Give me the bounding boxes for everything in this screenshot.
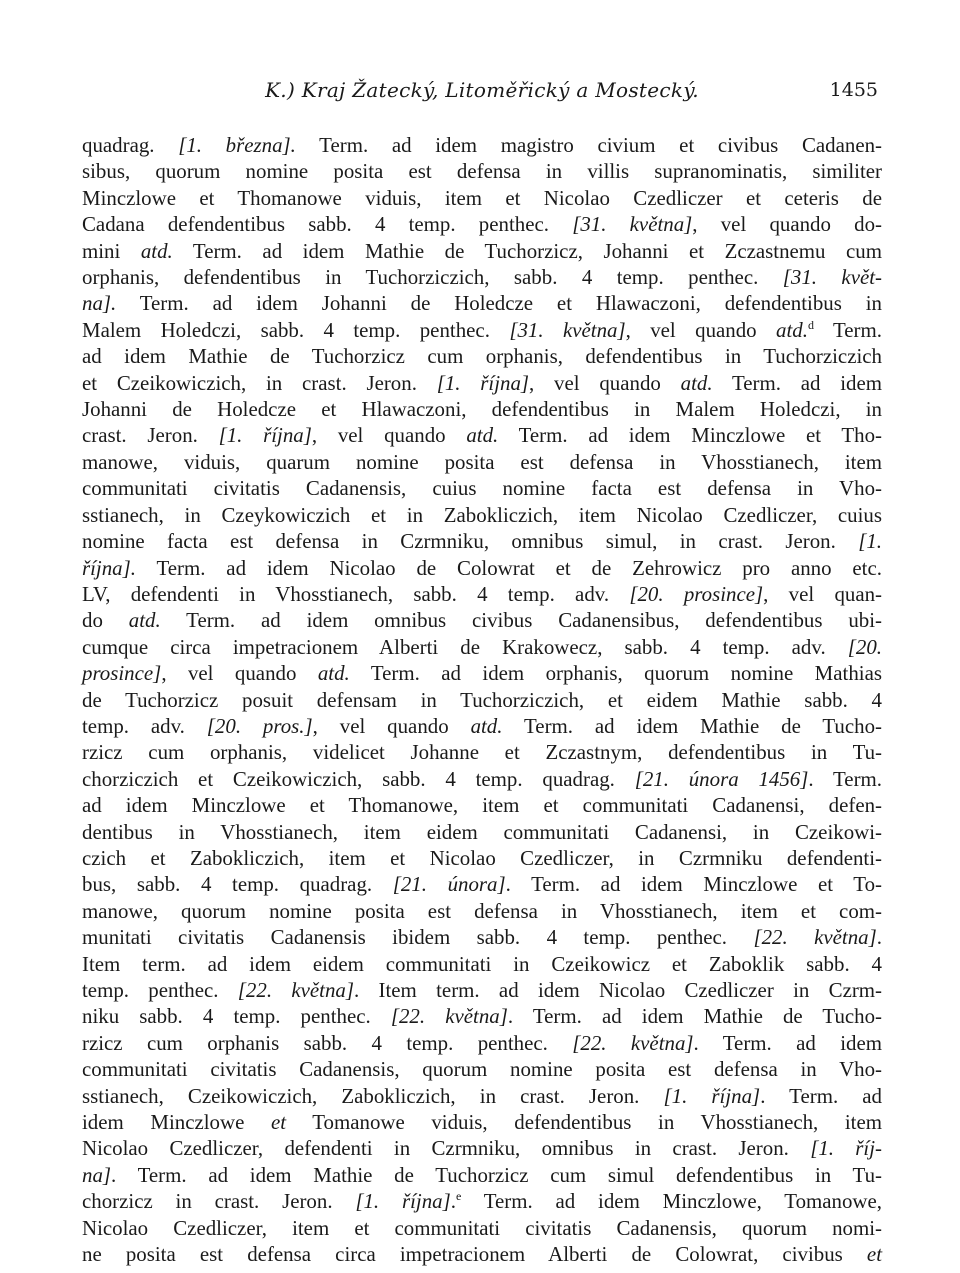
text-line xyxy=(82,1030,882,1056)
text-segment: , vel quando xyxy=(161,661,318,686)
text-segment: . xyxy=(876,925,882,950)
italic-segment: [21. února] xyxy=(392,872,506,897)
text-segment: Item term. ad idem eidem communitati in Czeikowicz et Zaboklik sabb. 4 xyxy=(82,951,882,976)
text-segment: . Term. ad idem Minczlowe et To- xyxy=(505,872,882,897)
text-line xyxy=(82,871,882,897)
text-segment: Term. ad idem Minczlowe et Tho- xyxy=(498,423,883,448)
italic-segment: na] xyxy=(82,1162,112,1187)
running-title: K.) Kraj Žatecký, Litoměřický a Mostecký. xyxy=(265,78,699,102)
text-line xyxy=(82,951,882,977)
text-segment: ad idem Minczlowe et Thomanowe, item et communitati Cadanensi, defen- xyxy=(82,793,882,818)
italic-segment: [1. října] xyxy=(218,423,312,448)
text-segment: nomine facta est defensa in Czrmniku, omnibus simul, in crast. Jeron. xyxy=(82,529,859,554)
text-segment: . xyxy=(450,1189,456,1214)
text-segment: Term. xyxy=(813,317,882,342)
text-segment: dentibus in Vhosstianech, item eidem communitati Cadanensi, in Czeikowi- xyxy=(82,819,882,844)
text-segment: , vel quando xyxy=(312,713,471,738)
body-text xyxy=(82,132,882,1267)
text-line xyxy=(82,185,882,211)
text-segment: . Term. ad idem xyxy=(693,1030,882,1055)
text-segment: Term. ad idem omnibus civibus Cadanensibus, defendentibus ubi- xyxy=(160,608,882,633)
text-line xyxy=(82,713,882,739)
text-line xyxy=(82,687,882,713)
text-segment: Malem Holedczi, sabb. 4 temp. penthec. xyxy=(82,317,510,342)
italic-segment: [31. května] xyxy=(572,212,693,237)
text-segment: sibus, quorum nomine posita est defensa in villis supranominatis, similiter xyxy=(82,159,882,184)
text-segment: idem Minczlowe xyxy=(82,1110,271,1135)
italic-segment: atd. xyxy=(140,238,173,263)
italic-segment: atd. xyxy=(470,713,503,738)
text-segment: do xyxy=(82,608,129,633)
text-segment: chorziczich et Czeikowiczich, sabb. 4 temp. quadrag. xyxy=(82,766,635,791)
italic-segment: atd. xyxy=(466,423,499,448)
text-segment: et Czeikowiczich, in crast. Jeron. xyxy=(82,370,437,395)
text-segment: sstianech, in Czeykowiczich et in Zabokliczich, item Nicolao Czedliczer, cuius xyxy=(82,502,882,527)
text-segment: Nicolao Czedliczer, item et communitati civitatis Cadanensis, quorum nomi- xyxy=(82,1215,882,1240)
italic-segment: [1. března]. xyxy=(178,133,296,157)
text-segment: ne posita est defensa circa impetracionem Alberti de Colowrat, civibus xyxy=(82,1242,867,1267)
italic-segment: [20. pros.] xyxy=(206,713,313,738)
text-line xyxy=(82,1241,882,1267)
text-segment: Term. ad idem xyxy=(712,370,882,395)
text-line xyxy=(82,1109,882,1135)
text-line xyxy=(82,502,882,528)
italic-segment: [20. prosince] xyxy=(629,581,764,606)
text-segment: rzicz cum orphanis, videlicet Johanne et Zczastnym, defendentibus in Tu- xyxy=(82,740,882,765)
text-line xyxy=(82,792,882,818)
text-segment: communitati civitatis Cadanensis, quorum nomine posita est defensa in Vho- xyxy=(82,1057,882,1082)
text-line xyxy=(82,238,882,264)
text-line xyxy=(82,528,882,554)
text-segment: Cadana defendentibus sabb. 4 temp. penthec. xyxy=(82,212,573,237)
text-segment: Term. ad idem Mathie de Tucho- xyxy=(502,713,882,738)
text-line xyxy=(82,766,882,792)
text-segment: , vel quando xyxy=(311,423,467,448)
text-segment: quadrag. xyxy=(82,133,179,157)
text-segment: manowe, viduis, quarum nomine posita est defensa in Vhosstianech, item xyxy=(82,449,882,474)
italic-segment: [22. května] xyxy=(237,978,354,1002)
text-segment: bus, sabb. 4 temp. quadrag. xyxy=(82,872,393,897)
text-segment: manowe, quorum nomine posita est defensa in Vhosstianech, item et com- xyxy=(82,898,882,923)
text-line xyxy=(82,1083,882,1109)
text-line xyxy=(82,1162,882,1188)
text-line xyxy=(82,898,882,924)
text-line xyxy=(82,422,882,448)
text-segment: chorzicz in crast. Jeron. xyxy=(82,1189,356,1214)
text-line xyxy=(82,845,882,871)
text-segment: cumque circa impetracionem Alberti de Krakowecz, sabb. 4 temp. adv. xyxy=(82,634,848,659)
text-segment: LV, defendenti in Vhosstianech, sabb. 4 temp. adv. xyxy=(82,581,630,606)
text-line xyxy=(82,819,882,845)
italic-segment: [31. květ- xyxy=(782,265,883,290)
text-segment: . Term. ad idem Mathie de Tucho- xyxy=(507,1004,883,1029)
text-line xyxy=(82,1003,882,1029)
italic-segment: et xyxy=(270,1110,287,1135)
italic-segment: [1. říj- xyxy=(810,1136,882,1161)
text-line xyxy=(82,132,882,158)
text-segment: sstianech, Czeikowiczich, Zabokliczich, in crast. Jeron. xyxy=(82,1083,664,1108)
text-segment: Johanni de Holedcze et Hlawaczoni, defendentibus in Malem Holedczi, in xyxy=(82,397,882,422)
text-line xyxy=(82,1215,882,1241)
page-number: 1455 xyxy=(829,79,878,101)
text-segment: . Term. ad idem Mathie de Tuchorzicz cum simul defendentibus in Tu- xyxy=(111,1162,882,1187)
text-segment: Term. ad idem Johanni de Holedcze et Hlawaczoni, defendentibus in xyxy=(116,291,882,316)
text-line xyxy=(82,634,882,660)
italic-segment: atd. xyxy=(776,317,808,342)
text-line xyxy=(82,660,882,686)
text-line xyxy=(82,1056,882,1082)
italic-segment: [1. října] xyxy=(355,1189,451,1214)
text-segment: Term. ad idem Mathie de Tuchorzicz, Johanni et Zczastnemu cum xyxy=(172,238,882,263)
text-segment: , vel quando do- xyxy=(692,212,883,237)
text-segment: crast. Jeron. xyxy=(82,423,219,448)
text-line xyxy=(82,555,882,581)
italic-segment: atd. xyxy=(680,370,713,395)
text-segment: munitati civitatis Cadanensis ibidem sabb. 4 temp. penthec. xyxy=(82,925,754,950)
footnote-marker: e xyxy=(455,1189,462,1204)
italic-segment: et xyxy=(866,1242,882,1267)
text-line xyxy=(82,739,882,765)
text-segment: Term. ad idem Nicolao de Colowrat et de Zehrowicz pro anno etc. xyxy=(135,555,882,580)
text-segment: temp. adv. xyxy=(82,713,207,738)
text-line xyxy=(82,264,882,290)
italic-segment: [20. xyxy=(847,634,882,659)
italic-segment: [1. xyxy=(858,529,882,554)
text-segment: . Term. ad xyxy=(760,1083,883,1108)
italic-segment: [22. května] xyxy=(572,1030,694,1055)
text-segment: rzicz cum orphanis sabb. 4 temp. penthec. xyxy=(82,1030,573,1055)
italic-segment: [1. října] xyxy=(663,1083,761,1108)
text-line xyxy=(82,396,882,422)
text-segment: , vel quando xyxy=(625,317,777,342)
text-segment: ad idem Mathie de Tuchorzicz cum orphanis, defendentibus in Tuchorziczich xyxy=(82,344,882,369)
text-segment: Term. ad idem magistro civium et civibus Cadanen- xyxy=(295,133,882,157)
text-line xyxy=(82,924,882,950)
italic-segment: října]. xyxy=(82,555,136,580)
text-segment: . Term. xyxy=(808,766,882,791)
italic-segment: [1. října] xyxy=(436,370,530,395)
italic-segment: atd. xyxy=(317,661,350,686)
text-segment: communitati civitatis Cadanensis, cuius nomine facta est defensa in Vho- xyxy=(82,476,882,501)
text-line xyxy=(82,158,882,184)
text-line xyxy=(82,370,882,396)
italic-segment: atd. xyxy=(128,608,161,633)
text-line xyxy=(82,581,882,607)
text-line xyxy=(82,317,882,343)
text-line xyxy=(82,475,882,501)
text-segment: , vel quan- xyxy=(763,581,883,606)
text-segment: czich et Zabokliczich, item et Nicolao Czedliczer, in Czrmniku defendenti- xyxy=(82,845,882,870)
text-segment: , vel quando xyxy=(529,370,681,395)
italic-segment: prosince] xyxy=(82,661,162,686)
text-segment: de Tuchorzicz posuit defensam in Tuchorziczich, et eidem Mathie sabb. 4 xyxy=(82,687,882,712)
text-line xyxy=(82,1188,882,1214)
text-segment: Minczlowe et Thomanowe viduis, item et Nicolao Czedliczer et ceteris de xyxy=(82,185,882,210)
text-segment: Term. ad idem orphanis, quorum nomine Mathias xyxy=(349,661,882,686)
footnote-marker: d xyxy=(807,317,814,332)
italic-segment: [22. května] xyxy=(390,1004,508,1029)
text-line xyxy=(82,449,882,475)
text-segment: Tomanowe viduis, defendentibus in Vhosstianech, item xyxy=(286,1110,883,1135)
text-segment: niku sabb. 4 temp. penthec. xyxy=(82,1004,391,1029)
text-segment: temp. penthec. xyxy=(82,978,238,1002)
text-segment: . Item term. ad idem Nicolao Czedliczer in Czrm- xyxy=(354,978,883,1002)
italic-segment: [31. května] xyxy=(509,317,626,342)
text-segment: Term. ad idem Minczlowe, Tomanowe, xyxy=(461,1189,883,1214)
text-line xyxy=(82,211,882,237)
text-segment: mini xyxy=(82,238,141,263)
document-page xyxy=(82,78,882,1267)
text-line xyxy=(82,290,882,316)
text-line xyxy=(82,607,882,633)
italic-segment: na]. xyxy=(82,291,117,316)
italic-segment: [22. května] xyxy=(753,925,877,950)
text-line xyxy=(82,343,882,369)
text-segment: orphanis, defendentibus in Tuchorziczich, sabb. 4 temp. penthec. xyxy=(82,265,783,290)
italic-segment: [21. února 1456] xyxy=(634,766,809,791)
text-segment: Nicolao Czedliczer, defendenti in Czrmniku, omnibus in crast. Jeron. xyxy=(82,1136,811,1161)
running-head xyxy=(82,78,882,118)
text-line xyxy=(82,1135,882,1161)
text-line xyxy=(82,977,882,1003)
